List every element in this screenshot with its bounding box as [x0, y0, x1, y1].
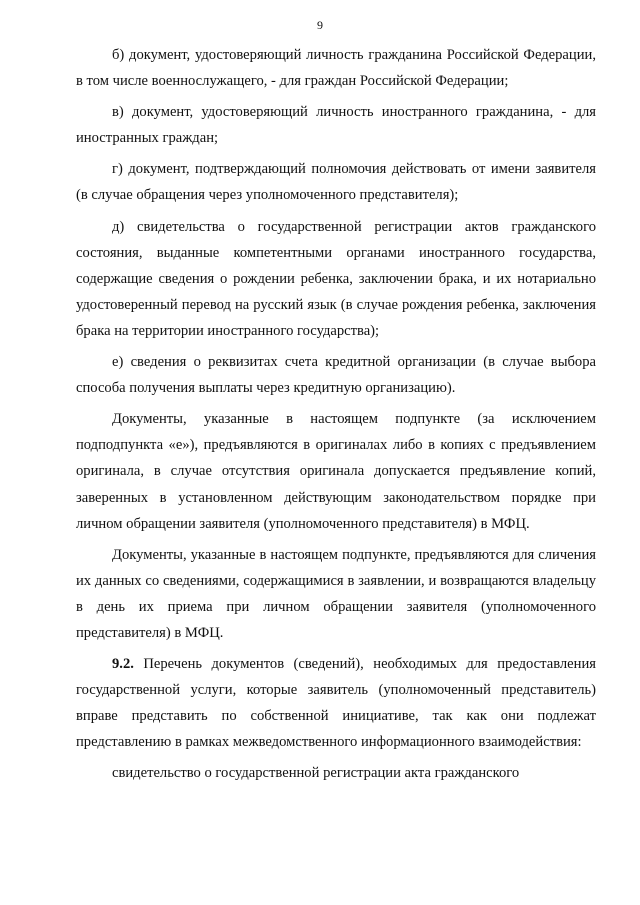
paragraph-g: г) документ, подтверждающий полномочия действовать от имени заявителя (в случае обращения через уполномоченного представителя);: [76, 161, 596, 204]
paragraph-documents-originals: Документы, указанные в настоящем подпункте (за исключением подподпункта «е»), предъявляются в оригиналах либо в копиях с предъявлением оригинала, в случае отсутствия оригинала допускается предъявление копий, заверенных в установленном действующим законодательством порядке при личном обращении заявителя (уполномоченного представителя) в МФЦ.: [76, 411, 596, 532]
document-body: [76, 42, 596, 789]
paragraph-item-9-2: [76, 651, 596, 755]
page-number: 9: [317, 18, 323, 32]
paragraph-certificate: свидетельство о государственной регистрации акта гражданского: [112, 765, 520, 782]
paragraph-v: в) документ, удостоверяющий личность иностранного гражданина, - для иностранных граждан;: [76, 104, 596, 147]
paragraph-d: д) свидетельства о государственной регистрации актов гражданского состояния, выданные компетентными органами иностранного государства, содержащие сведения о рождении ребенка, заключении брака, и их нотариально удостоверенный перевод на русский язык (в случае рождения ребенка, заключения брака на территории иностранного государства);: [76, 218, 596, 339]
item-number: 9.2.: [112, 656, 134, 673]
item-text: Перечень документов (сведений), необходимых для предоставления государственной услуги, которые заявитель (уполномоченный представитель) вправе представить по собственной инициативе, так как они подлежат представлению в рамках межведомственного информационного взаимодействия:: [76, 656, 596, 751]
paragraph-e: е) сведения о реквизитах счета кредитной организации (в случае выбора способа получения выплаты через кредитную организацию).: [76, 354, 596, 397]
paragraph-b: б) документ, удостоверяющий личность гражданина Российской Федерации, в том числе военнослужащего, - для граждан Российской Федерации;: [76, 47, 596, 90]
paragraph-documents-return: Документы, указанные в настоящем подпункте, предъявляются для сличения их данных со сведениями, содержащимися в заявлении, и возвращаются владельцу в день их приема при личном обращении заявителя (уполномоченного представителя) в МФЦ.: [76, 546, 596, 641]
